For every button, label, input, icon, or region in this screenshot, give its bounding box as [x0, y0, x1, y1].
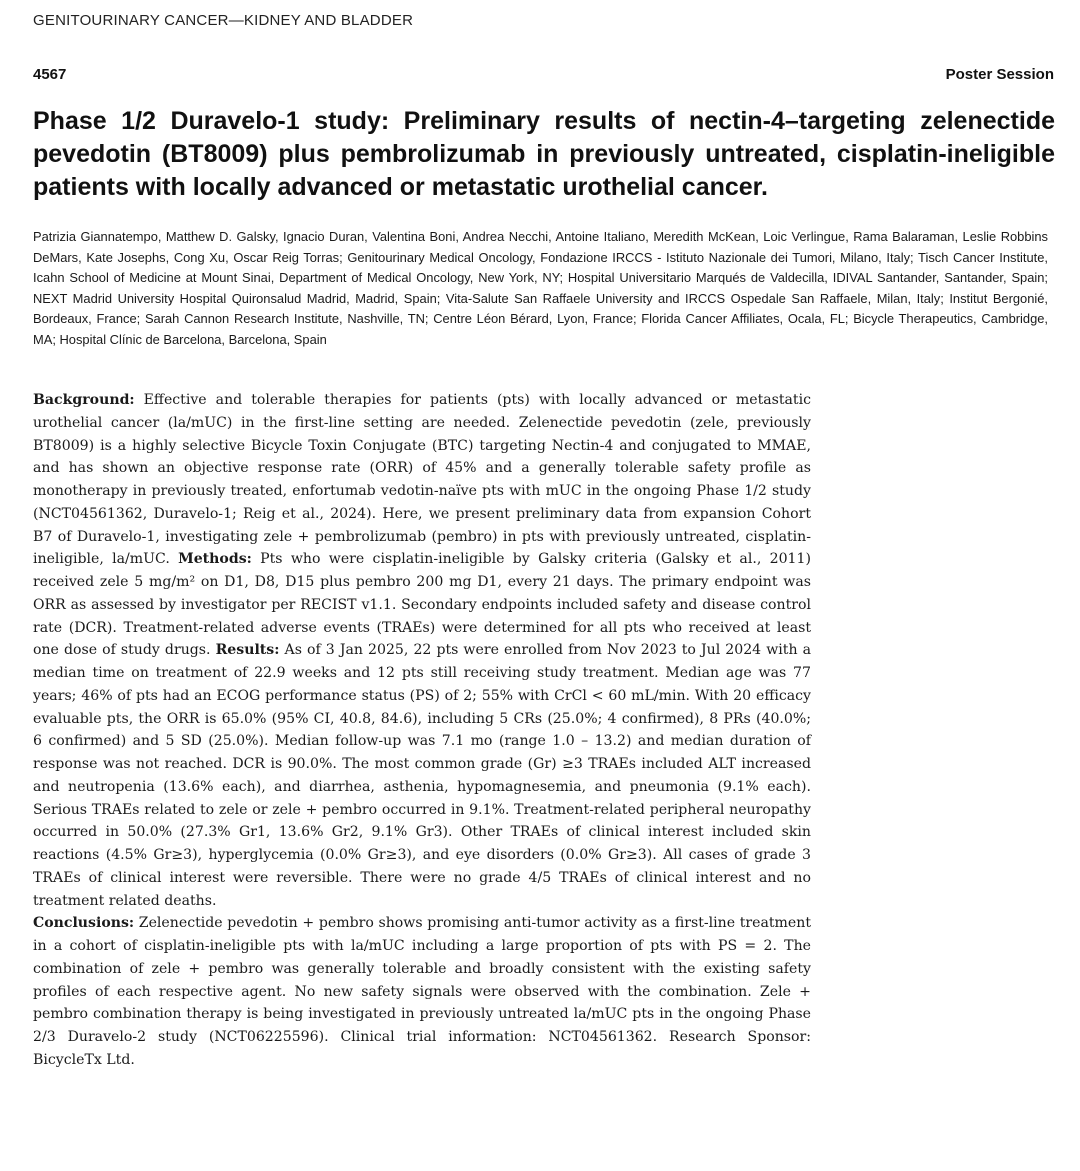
- methods-text: Pts who were cisplatin-ineligible by Galsky criteria (Galsky et al., 2011) received zele 5 mg/m² on D1, D8, D15 plus pembro 200 mg D1, every 21 days. The primary endpoint was ORR as assessed by investigator per RECIST v1.1. Secondary endpoints included safety and disease control rate (DCR). Treatment-related adverse events (TRAEs) were determined for all pts who received at least one dose of study drugs.: [33, 551, 811, 659]
- section-header: GENITOURINARY CANCER—KIDNEY AND BLADDER: [33, 12, 414, 29]
- results-label: Results:: [215, 642, 280, 659]
- abstract-body: [33, 389, 811, 1072]
- conclusions-label: Conclusions:: [33, 915, 135, 932]
- results-text: As of 3 Jan 2025, 22 pts were enrolled from Nov 2023 to Jul 2024 with a median time on treatment of 22.9 weeks and 12 pts still receiving study treatment. Median age was 77 years; 46% of pts had an ECOG performance status (PS) of 2; 55% with CrCl < 60 mL/min. With 20 efficacy evaluable pts, the ORR is 65.0% (95% CI, 40.8, 84.6), including 5 CRs (25.0%; 4 confirmed), 8 PRs (40.0%; 6 confirmed) and 5 SD (25.0%). Median follow-up was 7.1 mo (range 1.0 – 13.2) and median duration of response was not reached. DCR is 90.0%. The most common grade (Gr) ≥3 TRAEs included ALT increased and neutropenia (13.6% each), and diarrhea, asthenia, hypomagnesemia, and pneumonia (9.1% each). Serious TRAEs related to zele or zele + pembro occurred in 9.1%. Treatment-related peripheral neuropathy occurred in 50.0% (27.3% Gr1, 13.6% Gr2, 9.1% Gr3). Other TRAEs of clinical interest included skin reactions (4.5% Gr≥3), hyperglycemia (0.0% Gr≥3), and eye disorders (0.0% Gr≥3). All cases of grade 3 TRAEs of clinical interest were reversible. There were no grade 4/5 TRAEs of clinical interest and no treatment related deaths.: [33, 642, 811, 909]
- article-title: Phase 1/2 Duravelo-1 study: Preliminary results of nectin-4–targeting zelenectide pevedotin (BT8009) plus pembrolizumab in previously untreated, cisplatin-ineligible patients with locally advanced or metastatic urothelial cancer.: [33, 107, 1055, 201]
- background-label: Background:: [33, 392, 135, 408]
- authors-affiliations: Patrizia Giannatempo, Matthew D. Galsky, Ignacio Duran, Valentina Boni, Andrea Necchi, Antoine Italiano, Meredith McKean, Loic Verlingue, Rama Balaraman, Leslie Robbins DeMars, Kate Josephs, Cong Xu, Oscar Reig Torras; Genitourinary Medical Oncology, Fondazione IRCCS - Istituto Nazionale dei Tumori, Milano, Italy; Tisch Cancer Institute, Icahn School of Medicine at Mount Sinai, Department of Medical Oncology, New York, NY; Hospital Universitario Marqués de Valdecilla, IDIVAL Santander, Santander, Spain; NEXT Madrid University Hospital Quironsalud Madrid, Madrid, Spain; Vita-Salute San Raffaele University and IRCCS Ospedale San Raffaele, Milan, Italy; Institut Bergonié, Bordeaux, France; Sarah Cannon Research Institute, Nashville, TN; Centre Léon Bérard, Lyon, France; Florida Cancer Affiliates, Ocala, FL; Bicycle Therapeutics, Cambridge, MA; Hospital Clínic de Barcelona, Barcelona, Spain: [33, 229, 1048, 347]
- background-section: [33, 392, 811, 567]
- methods-label: Methods:: [178, 551, 252, 568]
- conclusions-text: Zelenectide pevedotin + pembro shows promising anti-tumor activity as a first-line treatment in a cohort of cisplatin-ineligible pts with la/mUC including a large proportion of pts with PS = 2. The combination of zele + pembro was generally tolerable and broadly consistent with the existing safety profiles of each respective agent. No new safety signals were observed with the combination. Zele + pembro combination therapy is being investigated in previously untreated la/mUC pts in the ongoing Phase 2/3 Duravelo-2 study (NCT06225596). Clinical trial information: NCT04561362. Research Sponsor: BicycleTx Ltd.: [33, 915, 811, 1068]
- conclusions-section: [33, 912, 811, 1071]
- background-text: Effective and tolerable therapies for patients (pts) with locally advanced or metastatic urothelial cancer (la/mUC) in the first-line setting are needed. Zelenectide pevedotin (zele, previously BT8009) is a highly selective Bicycle Toxin Conjugate (BTC) targeting Nectin-4 and conjugated to MMAE, and has shown an objective response rate (ORR) of 45% and a generally tolerable safety profile as monotherapy in previously treated, enfortumab vedotin-naïve pts with mUC in the ongoing Phase 1/2 study (NCT04561362, Duravelo-1; Reig et al., 2024). Here, we present preliminary data from expansion Cohort B7 of Duravelo-1, investigating zele + pembrolizumab (pembro) in pts with previously untreated, cisplatin-ineligible, la/mUC.: [33, 392, 811, 568]
- results-section: [33, 642, 811, 908]
- abstract-number: 4567: [33, 66, 67, 83]
- session-type: Poster Session: [945, 66, 1054, 83]
